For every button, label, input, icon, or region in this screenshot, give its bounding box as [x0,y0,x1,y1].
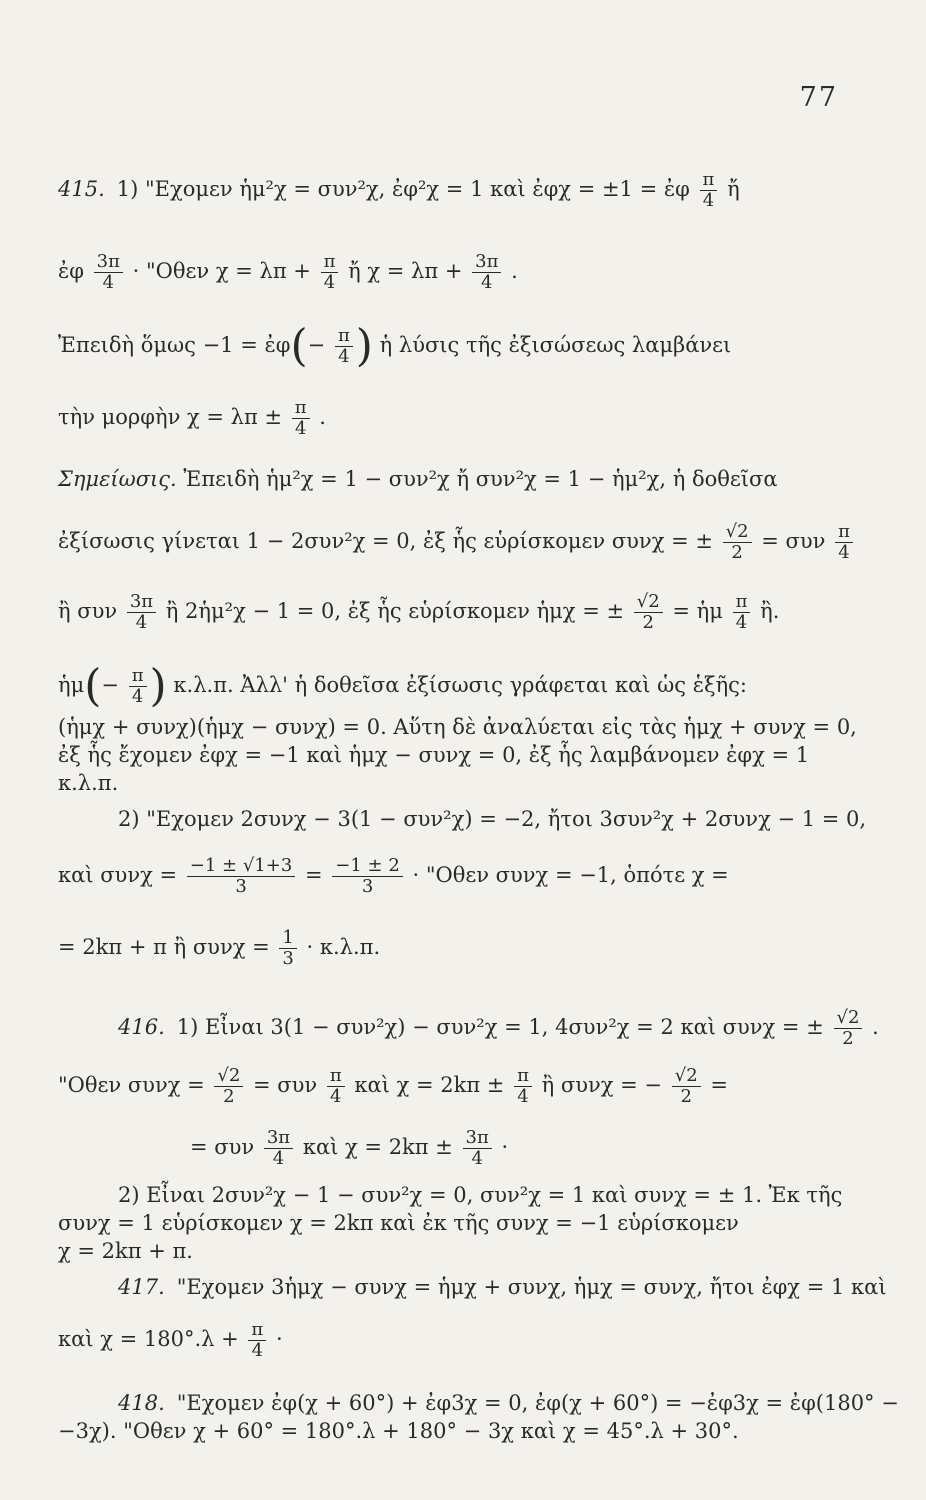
fraction: $\frac{1}{3}$ [279,928,296,969]
fraction: $\frac{√2}{2}$ [834,1008,863,1049]
fraction: $\frac{√2}{2}$ [214,1066,243,1107]
line-416-5: συνχ = 1 εὑρίσκομεν χ = 2kπ καὶ ἐκ τῆς συνχ = −1 εὑρίσκομεν [58,1211,739,1235]
line-note-3: ἢ συν $\frac{3\pi}{4}$ ἢ 2ἡμ²χ − 1 = 0, ἐξ ἧς εὑρίσκομεν ἡμχ = ± $\frac{√2}{2}$ = ἡμ $\frac{\pi}{4}$ ἢ. [58,591,780,633]
line-417-2: καὶ χ = 180°.λ + $\frac{\pi}{4}$ · [58,1319,283,1361]
line-415-2: ἐφ $\frac{3\pi}{4}$ · "Οθεν χ = λπ + $\frac{\pi}{4}$ ἤ χ = λπ + $\frac{3\pi}{4}$ . [58,251,518,293]
line-note-4: ἡμ(− $\frac{\pi}{4}$ ) κ.λ.π. Ἀλλ' ἡ δοθεῖσα ἐξίσωσις γράφεται καὶ ὡς ἑξῆς: [58,660,747,712]
line-416-1: 416. 1) Εἶναι 3(1 − συν²χ) − συν²χ = 1, 4συν²χ = 2 καὶ συνχ = ± $\frac{√2}{2}$ . [118,1007,879,1049]
fraction: $\frac{\pi}{4}$ [514,1066,532,1107]
fraction: $\frac{3\pi}{4}$ [127,592,156,633]
problem-number: 416. [118,1015,165,1039]
fraction: $\frac{3\pi}{4}$ [94,252,123,293]
line-416-4: 2) Εἶναι 2συν²χ − 1 − συν²χ = 0, συν²χ = 1 καὶ συνχ = ± 1. Ἐκ τῆς [118,1183,843,1207]
fraction: $\frac{\pi}{4}$ [248,1320,266,1361]
line-416-2: "Οθεν συνχ = $\frac{√2}{2}$ = συν $\frac{\pi}{4}$ καὶ χ = 2kπ ± $\frac{\pi}{4}$ ἢ συνχ = − $\frac{√2}{2}$ = [58,1065,728,1107]
fraction: $\frac{3\pi}{4}$ [463,1128,492,1169]
line-note-6: ἐξ ἧς ἔχομεν ἐφχ = −1 καὶ ἡμχ − συνχ = 0, ἐξ ἧς λαμβάνομεν ἐφχ = 1 [58,743,810,767]
fraction: $\frac{\pi}{4}$ [335,326,353,367]
fraction: $\frac{\pi}{4}$ [733,592,751,633]
problem-number: 417. [118,1275,165,1299]
line-note-2: ἐξίσωσις γίνεται 1 − 2συν²χ = 0, ἐξ ἧς εὑρίσκομεν συνχ = ± $\frac{√2}{2}$ = συν $\frac{\pi}{4}$ [58,522,838,563]
line-note-7: κ.λ.π. [58,771,119,795]
fraction: $\frac{\pi}{4}$ [700,170,718,211]
fraction: $\frac{3\pi}{4}$ [472,252,501,293]
fraction: $\frac{√2}{2}$ [723,522,752,563]
line-note-1: Σημείωσις. Ἐπειδὴ ἡμ²χ = 1 − συν²χ ἤ συν²χ = 1 − ἡμ²χ, ἡ δοθεῖσα [58,467,778,491]
line-418-1: 418. "Εχομεν ἐφ(χ + 60°) + ἐφ3χ = 0, ἐφ(χ + 60°) = −ἐφ3χ = ἐφ(180° − [118,1391,899,1415]
problem-number: 418. [118,1391,165,1415]
line-416-3: = συν $\frac{3\pi}{4}$ καὶ χ = 2kπ ± $\frac{3\pi}{4}$ · [190,1127,509,1169]
fraction: $\frac{√2}{2}$ [672,1066,701,1107]
line-415-3: Ἐπειδὴ ὅμως −1 = ἐφ(− $\frac{\pi}{4}$ ) ἡ λύσις τῆς ἐξισώσεως λαμβάνει [58,320,732,372]
page-number: 77 [799,82,838,113]
fraction: $\frac{√2}{2}$ [634,592,663,633]
fraction: $\frac{\pi}{4}$ [327,1066,345,1107]
line-415-part2-3: = 2kπ + π ἢ συνχ = $\frac{1}{3}$ · κ.λ.π. [58,927,381,969]
problem-number: 415. [58,177,105,201]
line-415-part2-1: 2) "Εχομεν 2συνχ − 3(1 − συν²χ) = −2, ἤτοι 3συν²χ + 2συνχ − 1 = 0, [118,807,867,831]
line-417-1: 417. "Εχομεν 3ἡμχ − συνχ = ἡμχ + συνχ, ἡμχ = συνχ, ἤτοι ἐφχ = 1 καὶ [118,1275,887,1299]
fraction: $\frac{\pi}{4}$ [835,522,853,563]
line-415-part2-2: καὶ συνχ = $\frac{-1 \pm √1+3}{3}$ = $\frac{-1 \pm 2}{3}$ · "Οθεν συνχ = −1, ὁπότε χ = [58,855,729,897]
line-note-5: (ἡμχ + συνχ)(ἡμχ − συνχ) = 0. Αὕτη δὲ ἀναλύεται εἰς τὰς ἡμχ + συνχ = 0, [58,715,857,739]
fraction: $\frac{\pi}{4}$ [292,398,310,439]
line-418-2: −3χ). "Οθεν χ + 60° = 180°.λ + 180° − 3χ καὶ χ = 45°.λ + 30°. [58,1419,739,1443]
fraction: $\frac{\pi}{4}$ [129,666,147,707]
note-heading: Σημείωσις. [58,467,177,491]
line-416-6: χ = 2kπ + π. [58,1239,193,1263]
fraction: $\frac{-1 \pm 2}{3}$ [332,856,403,897]
line-415-1: 415. 1) "Εχομεν ἡμ²χ = συν²χ, ἐφ²χ = 1 καὶ ἐφχ = ±1 = ἐφ $\frac{\pi}{4}$ ἤ [58,169,740,211]
fraction: $\frac{-1 \pm √1+3}{3}$ [187,856,296,897]
fraction: $\frac{\pi}{4}$ [321,252,339,293]
line-415-4: τὴν μορφὴν χ = λπ ± $\frac{\pi}{4}$ . [58,397,326,439]
fraction: $\frac{3\pi}{4}$ [264,1128,293,1169]
